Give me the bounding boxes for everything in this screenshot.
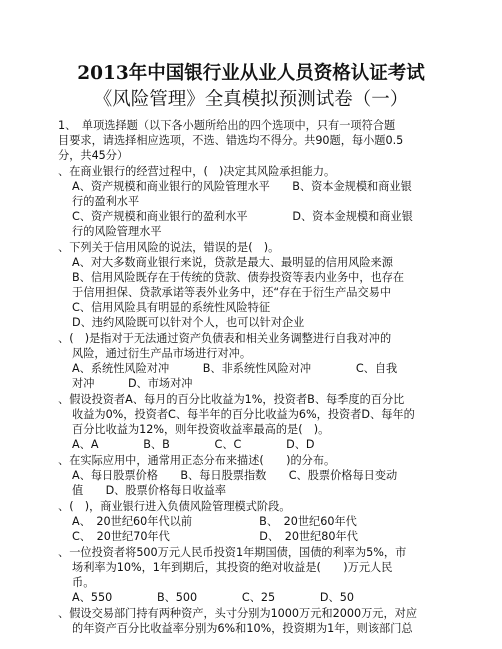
document-title: 2013年中国银行业从业人员资格认证考试 <box>77 63 425 84</box>
question-stem: 、在商业银行的经营过程中，( )决定其风险承担能力。 <box>58 165 336 178</box>
question-option: 行的盈利水平 <box>72 195 140 208</box>
question-option: C、信用风险具有明显的系统性风险特征 <box>72 301 271 314</box>
section-heading-line: 分，共45分） <box>58 149 129 162</box>
question-option: A、每日股票价格 B、每日股票指数 C、股票价格每日变动 <box>72 469 398 482</box>
question-stem: 、假设投资者A、每月的百分比收益为1%，投资者B、每季度的百分比 <box>58 393 405 406</box>
question-stem: 、下列关于信用风险的说法，错误的是( )。 <box>58 241 280 254</box>
question-option: 行的风险管理水平 <box>72 225 162 238</box>
question-stem: 、在实际应用中，通常用正态分布来描述( )的分布。 <box>58 454 336 467</box>
document-subtitle: 《风险管理》全真模拟预测试卷（一） <box>93 89 409 110</box>
question-option: C、 20世纪70年代 D、 20世纪80年代 <box>72 530 358 543</box>
question-option: A、对大多数商业银行来说，贷款是最大、最明显的信用风险来源 <box>72 256 393 269</box>
question-option: A、资产规模和商业银行的风险管理水平 B、资本金规模和商业银 <box>72 180 412 193</box>
question-option: A、系统性风险对冲 B、非系统性风险对冲 C、自我 <box>72 362 398 375</box>
question-option: A、A B、B C、C D、D <box>72 438 315 451</box>
question-stem: 、一位投资者将500万元人民币投资1年期国债，国债的利率为5%，市 <box>58 546 407 559</box>
question-option: C、资产规模和商业银行的盈利水平 D、资本金规模和商业银 <box>72 210 413 223</box>
question-stem: 的年资产百分比收益率分别为6%和10%，投资期为1年，则该部门总 <box>72 622 413 635</box>
question-stem: 、( )，商业银行进入负债风险管理模式阶段。 <box>58 500 291 513</box>
question-stem: 、假设交易部门持有两种资产，头寸分别为1000万元和2000万元，对应 <box>58 607 418 620</box>
section-heading-line: 目要求，请选择相应选项，不选、错选均不得分。共90题，每小题0.5 <box>58 134 404 147</box>
question-stem: 、( )是指对于无法通过资产负债表和相关业务调整进行自我对冲的 <box>58 332 392 345</box>
question-stem: 币。 <box>72 576 95 589</box>
question-stem: 场利率为10%，1年到期后，其投资的绝对收益是( )万元人民 <box>72 561 393 574</box>
section-heading-line: 1、 单项选择题（以下各小题所给出的四个选项中，只有一项符合题 <box>58 119 396 132</box>
question-option: B、信用风险既存在于传统的贷款、债券投资等表内业务中，也存在 <box>72 271 405 284</box>
question-option: 对冲 D、市场对冲 <box>72 377 193 390</box>
question-stem: 百分比收益为12%，则年投资收益率最高的是( )。 <box>72 423 330 436</box>
question-option: 值 D、股票价格每日收益率 <box>72 484 227 497</box>
question-option: 于信用担保、贷款承诺等表外业务中，还“存在于衍生产品交易中 <box>72 286 392 299</box>
question-stem: 风险，通过衍生产品市场进行对冲。 <box>72 347 252 360</box>
question-option: A、 20世纪60年代以前 B、 20世纪60年代 <box>72 515 357 528</box>
question-stem: 收益为0%，投资者C、每半年的百分比收益为6%，投资者D、每年的 <box>72 408 415 421</box>
question-option: D、违约风险既可以针对个人，也可以针对企业 <box>72 316 305 329</box>
question-option: A、550 B、500 C、25 D、50 <box>72 591 354 604</box>
